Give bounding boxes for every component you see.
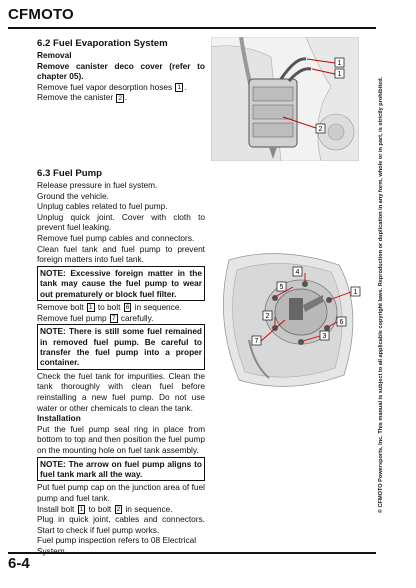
footer-rule	[8, 552, 376, 554]
page-number: 6-4	[8, 555, 30, 572]
canister-figure	[211, 37, 359, 161]
callout-number: 2	[116, 505, 121, 513]
subheading-installation: Installation	[37, 413, 81, 424]
step-text: Fuel pump inspection refers to 08 Electrical System.	[37, 535, 197, 556]
callout-label: 6	[339, 319, 344, 326]
copyright-text: © CFMOTO Powersports, Inc. This manual is subject to all applicable copyright laws. Reproduction or duplication in any form, whole or in part, is strictly prohibited.	[378, 76, 384, 514]
step-text: Put fuel pump cap on the junction area of fuel pump and fuel tank.	[37, 482, 205, 503]
copyright-sidebar	[370, 72, 392, 518]
section-fuel-pump	[37, 168, 205, 557]
step-text: Clean fuel tank and fuel pump to prevent foreign matters into fuel tank.	[37, 243, 205, 265]
note-box: NOTE: There is still some fuel remained in removed fuel pump. Be careful to transfer the fuel pump into a proper container.	[37, 324, 205, 370]
callout-label: 5	[279, 284, 284, 291]
canister-illustration	[211, 37, 359, 161]
step-text: Check the fuel tank for impurities. Clean the tank thoroughly with clean fuel before reinstalling a new fuel pump. Do not use water or other chemicals to clean the tank.	[37, 370, 205, 413]
step-text: Remove canister deco cover (refer to chapter 05).	[37, 60, 205, 82]
callout-number: 1	[177, 84, 182, 92]
callout-label: 2	[265, 313, 270, 320]
callout-label: 4	[295, 269, 300, 276]
step-text: Remove the canister 2 .	[37, 92, 128, 103]
note-box: NOTE: The arrow on fuel pump aligns to fuel tank mark all the way.	[37, 457, 205, 482]
subheading-removal: Removal	[37, 50, 72, 60]
step-text: Put the fuel pump seal ring in place from bottom to top and then position the fuel pump on the mounting hole on fuel tank assembly.	[37, 423, 205, 455]
brand-title: CFMOTO	[8, 6, 74, 23]
note-box: NOTE: Excessive foreign matter in the tank may cause the fuel pump to wear out prematurely or block fuel filter.	[37, 266, 205, 301]
callout-label: 1	[337, 60, 342, 67]
step-text: Unplug quick joint. Cover with cloth to prevent fuel leaking.	[37, 211, 205, 233]
callout-label: 2	[318, 126, 323, 133]
step-text: Plug in quick joint, cables and connectors. Start to check if fuel pump works.	[37, 514, 205, 535]
callout-label: 7	[254, 338, 259, 345]
callout-number: 1	[79, 505, 84, 513]
callout-number: 1	[88, 304, 93, 312]
callout-number: 2	[118, 94, 123, 102]
step-text: Ground the vehicle.	[37, 190, 109, 201]
step-text: Remove fuel vapor desorption hoses 1 .	[37, 81, 187, 92]
section-title: 6.2 Fuel Evaporation System	[37, 38, 168, 49]
fuel-pump-illustration	[219, 250, 364, 390]
step-text: Unplug cables related to fuel pump.	[37, 201, 168, 212]
callout-number: 6	[125, 304, 130, 312]
callout-label: 3	[322, 333, 327, 340]
callout-label: 1	[337, 71, 342, 78]
section-title: 6.3 Fuel Pump	[37, 168, 103, 179]
step-text: Remove fuel pump cables and connectors.	[37, 232, 195, 243]
section-fuel-evaporation	[37, 38, 205, 103]
step-text: Remove fuel pump 7 carefully.	[37, 312, 154, 323]
step-text: Install bolt 1 to bolt 2 in sequence.	[37, 503, 173, 514]
fuel-pump-figure	[219, 250, 364, 390]
header-rule	[8, 27, 376, 29]
callout-number: 7	[111, 314, 116, 322]
step-text: Release pressure in fuel system.	[37, 180, 158, 190]
callout-label: 1	[353, 289, 358, 296]
step-text: Remove bolt 1 to bolt 6 in sequence.	[37, 301, 182, 312]
